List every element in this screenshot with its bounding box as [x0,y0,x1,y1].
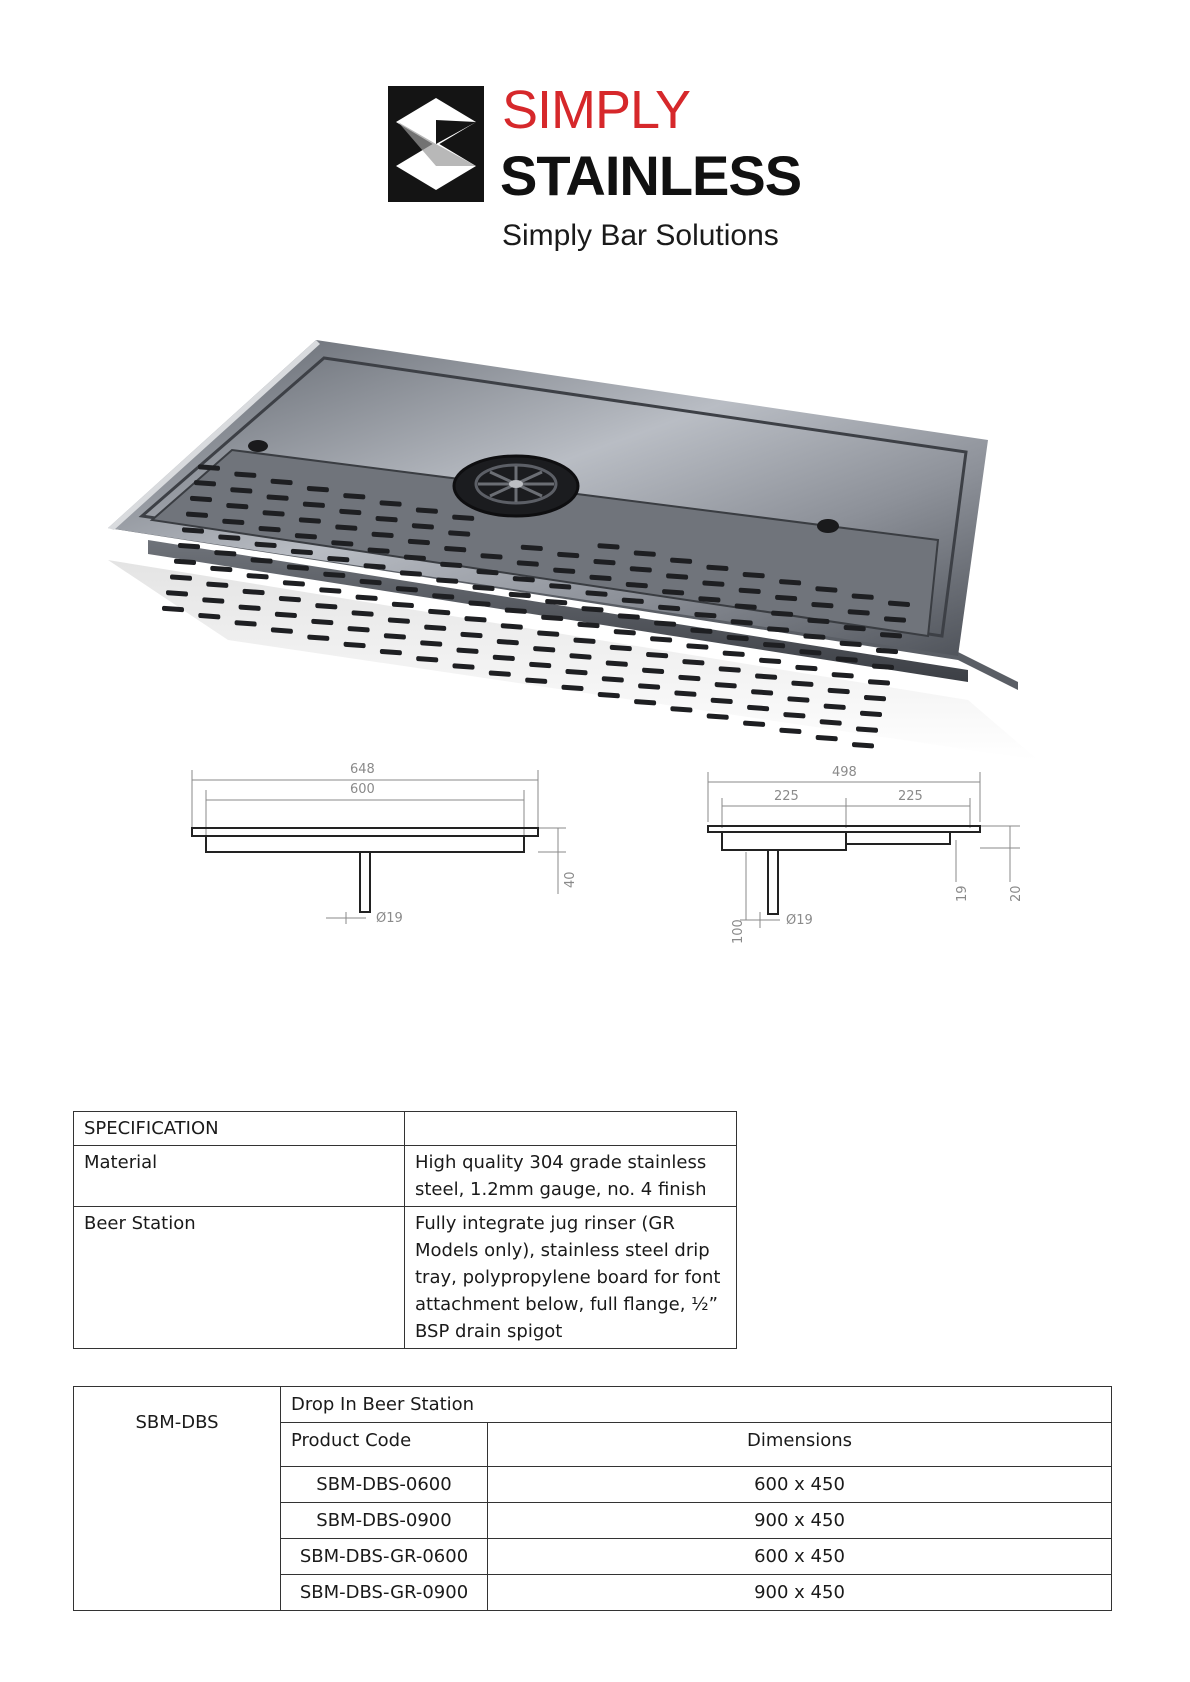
table-row [74,1387,1112,1423]
spec-label: Material [74,1146,405,1207]
product-dimensions: 600 x 450 [488,1467,1112,1503]
grate-slot [816,735,838,742]
grate-slot [283,580,305,587]
dim-label-drain: Ø19 [376,911,403,926]
product-dimensions: 600 x 450 [488,1539,1112,1575]
grate-slot [650,636,672,643]
side-drawing [700,762,1030,952]
product-code: SBM-DBS-GR-0900 [281,1575,488,1611]
table-row [74,1112,737,1146]
side-dim-depth-b: 20 [1009,885,1024,902]
dim-label-inner: 600 [350,782,375,797]
dim-label-overall: 648 [350,762,375,777]
grate-slot [759,658,781,665]
grate-slot [852,742,874,749]
product-code: SBM-DBS-0600 [281,1467,488,1503]
brand-word-stainless: STAINLESS [500,144,802,207]
grate-slot [247,573,269,580]
grate-slot [210,566,232,573]
spec-header-empty [405,1112,737,1146]
jug-rinser-icon [454,456,578,516]
grate-slot [743,721,765,728]
product-title: Drop In Beer Station [281,1387,1112,1423]
specification-table [73,1111,737,1349]
product-image [108,340,1078,780]
side-dim-drain: Ø19 [786,913,813,928]
spec-label: Beer Station [74,1207,405,1349]
brand-logo [388,80,818,256]
product-dimensions: 900 x 450 [488,1575,1112,1611]
grate-slot [356,595,378,602]
grate-slot [795,665,817,672]
grate-slot [686,643,708,650]
grate-slot [779,728,801,735]
product-dimensions: 900 x 450 [488,1503,1112,1539]
brand-word-simply: SIMPLY [502,80,691,140]
spec-value: High quality 304 grade stainless steel, 1.2mm gauge, no. 4 finish [405,1146,737,1207]
side-dim-right: 225 [898,789,923,804]
column-header-code: Product Code [281,1423,488,1467]
table-row [74,1207,737,1349]
grate-slot [832,672,854,679]
logo-mark-icon [388,86,484,202]
spec-header: SPECIFICATION [74,1112,405,1146]
grate-slot [723,650,745,657]
product-code: SBM-DBS-0900 [281,1503,488,1539]
side-dim-spigot: 100 [731,919,746,944]
table-row [74,1146,737,1207]
column-header-dimensions: Dimensions [488,1423,1112,1467]
side-dim-depth-a: 19 [955,885,970,902]
dim-label-height: 40 [563,871,578,888]
product-code: SBM-DBS-GR-0600 [281,1539,488,1575]
grate-slot [614,629,636,636]
side-dim-overall: 498 [832,765,857,780]
grate-slot [707,713,729,720]
product-table [73,1386,1112,1611]
series-label: SBM-DBS [74,1387,281,1611]
side-dim-left: 225 [774,789,799,804]
brand-tagline: Simply Bar Solutions [502,219,779,252]
grate-slot [319,587,341,594]
spec-value: Fully integrate jug rinser (GR Models only), stainless steel drip tray, polypropylene board for font attachment below, full flange, ½” BSP drain spigot [405,1207,737,1349]
front-drawing [186,760,576,935]
